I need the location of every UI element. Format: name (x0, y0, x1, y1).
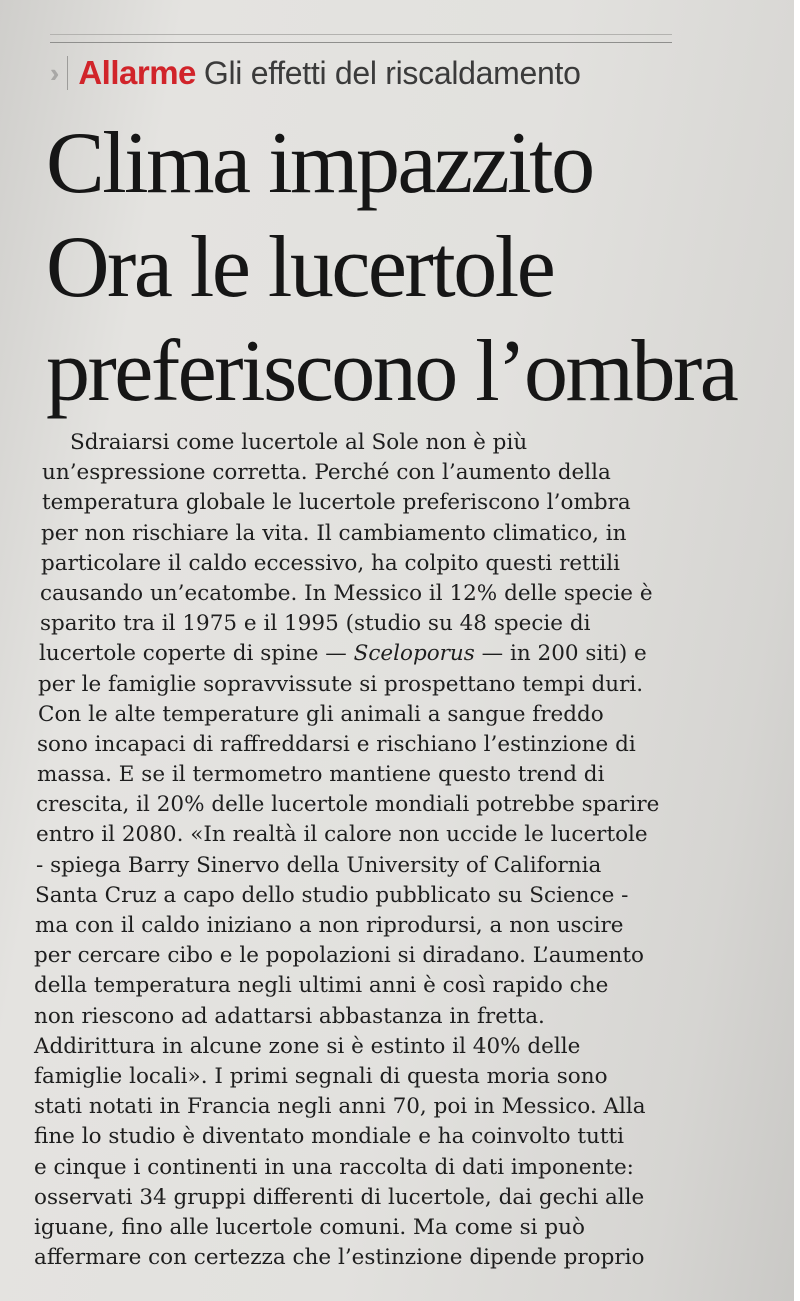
headline-line-1: Clima impazzito (46, 115, 593, 212)
page-edge (794, 0, 800, 1301)
body-line: Santa Cruz a capo dello studio pubblicato su Science - (35, 882, 629, 908)
body-line: - spiega Barry Sinervo della University of California (36, 852, 602, 878)
body-line: causando un’ecatombe. In Messico il 12% delle specie è (40, 580, 653, 606)
body-line: non riescono ad adattarsi abbastanza in fretta. (34, 1003, 545, 1029)
body-line-mixed (34, 639, 724, 669)
headline-line-2: Ora le lucertole (46, 219, 554, 316)
body-line: massa. E se il termometro mantiene questo trend di (37, 762, 605, 788)
body-line: iguane, fino alle lucertole comuni. Ma come si può (34, 1214, 585, 1240)
kicker-label: Allarme (78, 54, 196, 91)
body-line: un’espressione corretta. Perché con l’aumento della (42, 460, 611, 486)
body-line: per cercare cibo e le popolazioni si diradano. L’aumento (34, 943, 644, 969)
body-line: entro il 2080. «In realtà il calore non uccide le lucertole (36, 822, 648, 848)
body-line: della temperatura negli ultimi anni è così rapido che (34, 973, 609, 999)
section-kicker (50, 48, 581, 98)
headline-line-3: preferiscono l’ombra (46, 323, 737, 420)
body-line-part: lucertole coperte di spine — (39, 641, 354, 667)
body-line: osservati 34 gruppi differenti di lucertole, dai gechi alle (34, 1184, 645, 1210)
body-line-part: — in 200 siti) e (474, 641, 647, 667)
kicker-subtitle: Gli effetti del riscaldamento (203, 54, 581, 91)
body-line: sparito tra il 1975 e il 1995 (studio su 48 specie di (40, 611, 591, 637)
body-line: particolare il caldo eccessivo, ha colpito questi rettili (41, 550, 621, 576)
species-name: Sceloporus (353, 641, 475, 667)
headline (46, 112, 786, 424)
body-line: famiglie locali». I primi segnali di questa moria sono (34, 1063, 608, 1089)
body-line: e cinque i continenti in una raccolta di dati imponente: (34, 1154, 634, 1180)
body-line: Sdraiarsi come lucertole al Sole non è più (70, 430, 528, 455)
body-line: sono incapaci di raffreddarsi e rischiano l’estinzione di (37, 731, 636, 757)
body-line: per le famiglie sopravvissute si prospettano tempi duri. (38, 671, 644, 697)
kicker-divider (67, 56, 68, 90)
body-line: temperatura globale le lucertole preferiscono l’ombra (42, 490, 631, 516)
body-line: crescita, il 20% delle lucertole mondiali potrebbe sparire (36, 792, 660, 818)
body-line: Con le alte temperature gli animali a sangue freddo (38, 701, 604, 727)
body-line: Addirittura in alcune zone si è estinto il 40% delle (34, 1033, 581, 1059)
article-body (34, 428, 724, 1273)
body-line: stati notati in Francia negli anni 70, poi in Messico. Alla (34, 1094, 646, 1120)
top-rule-thin (50, 34, 672, 35)
double-chevron-icon: ›› (50, 57, 52, 88)
body-line: fine lo studio è diventato mondiale e ha coinvolto tutti (34, 1124, 624, 1150)
body-line: affermare con certezza che l’estinzione dipende proprio (34, 1245, 645, 1271)
top-rule (50, 42, 672, 43)
body-line: ma con il caldo iniziano a non riprodursi, a non uscire (35, 913, 624, 938)
body-line: per non rischiare la vita. Il cambiamento climatico, in (41, 520, 627, 546)
